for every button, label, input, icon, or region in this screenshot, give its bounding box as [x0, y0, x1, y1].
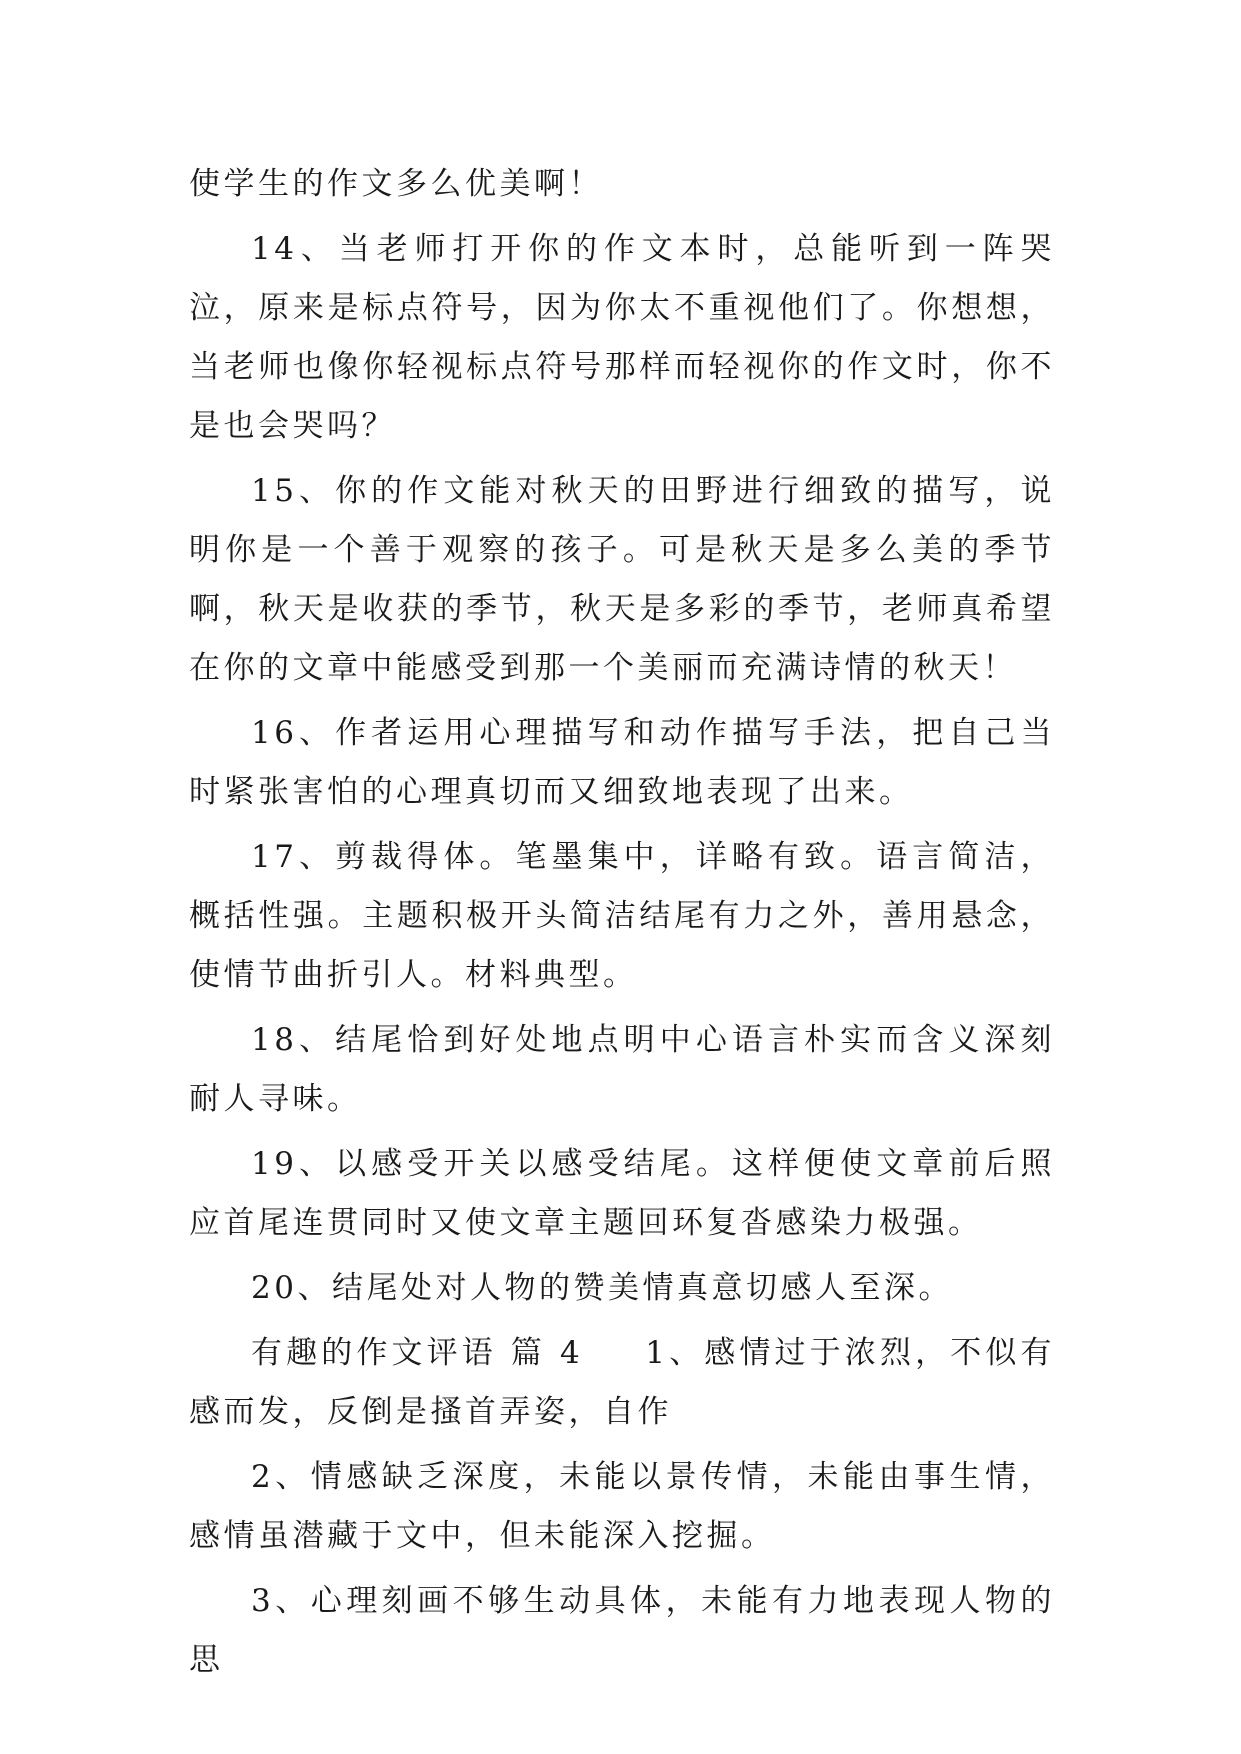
section-first-item: 1、感情过于浓烈，不似有感而发，反倒是搔首弄姿，自作 — [189, 1335, 1055, 1430]
section-4-paragraph — [189, 1324, 1055, 1442]
comment-14: 14、当老师打开你的作文本时，总能听到一阵哭泣，原来是标点符号，因为你太不重视他们了。你想想，当老师也像你轻视标点符号那样而轻视你的作文时，你不是也会哭吗？ — [189, 231, 1055, 444]
comment-17: 17、剪裁得体。笔墨集中，详略有致。语言简洁，概括性强。主题积极开头简洁结尾有力之外，善用悬念，使情节曲折引人。材料典型。 — [189, 839, 1055, 993]
section-4-item-2: 2、情感缺乏深度，未能以景传情，未能由事生情，感情虽潜藏于文中，但未能深入挖掘。 — [189, 1459, 1055, 1554]
section-4-item-3: 3、心理刻画不够生动具体，未能有力地表现人物的思 — [189, 1583, 1055, 1678]
comment-18: 18、结尾恰到好处地点明中心语言朴实而含义深刻耐人寻味。 — [189, 1022, 1055, 1117]
paragraph-continuation: 使学生的作文多么优美啊！ — [189, 166, 603, 202]
comment-20: 20、结尾处对人物的赞美情真意切感人至深。 — [251, 1270, 953, 1306]
comment-19: 19、以感受开关以感受结尾。这样便使文章前后照应首尾连贯同时又使文章主题回环复沓感染力极强。 — [189, 1146, 1055, 1241]
comment-16: 16、作者运用心理描写和动作描写手法，把自己当时紧张害怕的心理真切而又细致地表现了出来。 — [189, 715, 1055, 810]
section-heading: 有趣的作文评语 篇 4 — [251, 1335, 584, 1371]
comment-15: 15、你的作文能对秋天的田野进行细致的描写，说明你是一个善于观察的孩子。可是秋天是多么美的季节啊，秋天是收获的季节，秋天是多彩的季节，老师真希望在你的文章中能感受到那一个美丽而充满诗情的秋天！ — [189, 473, 1055, 686]
